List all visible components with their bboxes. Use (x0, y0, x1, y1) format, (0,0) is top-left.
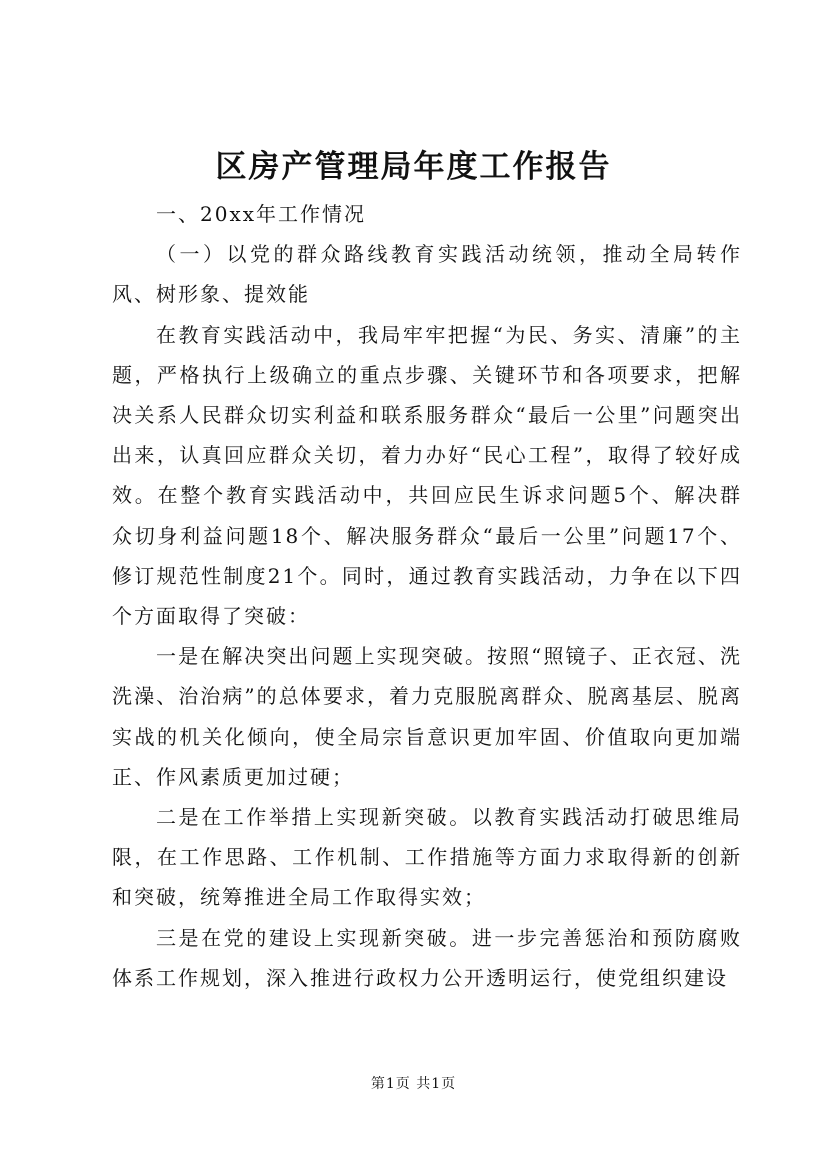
body-paragraph-practice-activity: 在教育实践活动中，我局牢牢把握“为民、务实、清廉”的主题，严格执行上级确立的重点步骤、关键环节和各项要求，把解决关系人民群众切实利益和联系服务群众“最后一公里”问题突出出来，认真回应群众关切，着力办好“民心工程”，取得了较好成效。在整个教育实践活动中，共回应民生诉求问题5个、解决群众切身利益问题18个、解决服务群众“最后一公里”问题17个、修订规范性制度21个。同时，通过教育实践活动，力争在以下四个方面取得了突破： (112, 322, 742, 629)
subsection-heading: （一）以党的群众路线教育实践活动统领，推动全局转作风、树形象、提效能 (112, 242, 742, 307)
body-paragraph-breakthrough-1: 一是在解决突出问题上实现突破。按照“照镜子、正衣冠、洗洗澡、治治病”的总体要求，着力克服脱离群众、脱离基层、脱离实战的机关化倾向，使全局宗旨意识更加牢固、价值取向更加端正、作风素质更加过硬； (112, 644, 742, 789)
document-body (112, 194, 742, 998)
page-number-footer: 第1页 共1页 (370, 1076, 457, 1092)
section-heading: 一、20xx年工作情况 (156, 202, 367, 226)
document-title: 区房产管理局年度工作报告 (215, 149, 612, 185)
body-paragraph-breakthrough-3: 三是在党的建设上实现新突破。进一步完善惩治和预防腐败体系工作规划，深入推进行政权力公开透明运行，使党组织建设 (112, 925, 742, 990)
body-paragraph-breakthrough-2: 二是在工作举措上实现新突破。以教育实践活动打破思维局限，在工作思路、工作机制、工作措施等方面力求取得新的创新和突破，统筹推进全局工作取得实效； (112, 805, 742, 910)
